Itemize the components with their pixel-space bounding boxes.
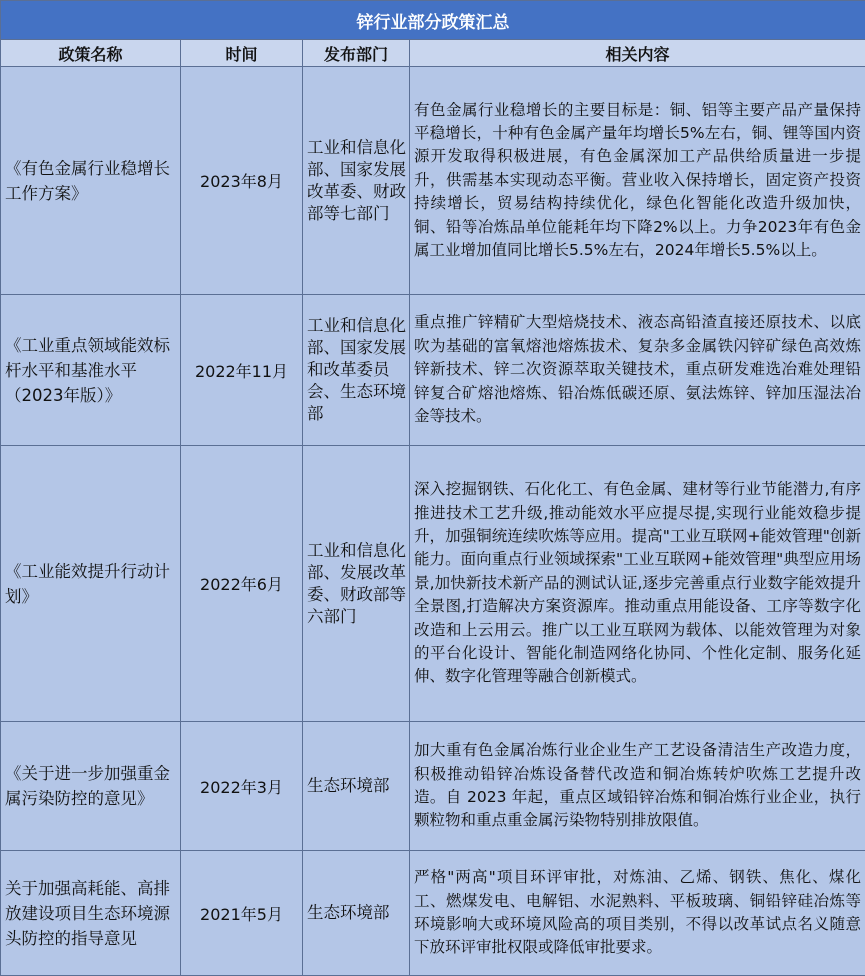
- table-row: [1, 446, 865, 722]
- header-time: 时间: [181, 40, 303, 67]
- policy-time: 2022年3月: [181, 722, 303, 851]
- table-row: [1, 851, 865, 976]
- policy-name: 《关于进一步加强重金属污染防控的意见》: [1, 722, 181, 851]
- policy-name: 《工业能效提升行动计划》: [1, 446, 181, 722]
- table-header-row: [1, 40, 865, 67]
- policy-content: 严格"两高"项目环评审批，对炼油、乙烯、钢铁、焦化、煤化工、燃煤发电、电解铝、水泥熟料、平板玻璃、铜铅锌硅冶炼等环境影响大或环境风险高的项目类别，不得以改革试点名义随意下放环评审批权限或降低审批要求。: [410, 851, 865, 976]
- header-policy-name: 政策名称: [1, 40, 181, 67]
- policy-department: 工业和信息化部、国家发展改革委、财政部等七部门: [303, 67, 410, 295]
- table-title-row: [1, 1, 865, 40]
- policy-time: 2021年5月: [181, 851, 303, 976]
- policy-department: 生态环境部: [303, 851, 410, 976]
- policy-time: 2022年11月: [181, 295, 303, 446]
- policy-time: 2022年6月: [181, 446, 303, 722]
- policy-department: 生态环境部: [303, 722, 410, 851]
- policy-time: 2023年8月: [181, 67, 303, 295]
- header-department: 发布部门: [303, 40, 410, 67]
- table-row: [1, 722, 865, 851]
- policy-content: 深入挖掘钢铁、石化化工、有色金属、建材等行业节能潜力,有序推进技术工艺升级,推动能效水平应提尽提,实现行业能效稳步提升，加强铜统连续吹炼等应用。提高"工业互联网+能效管理"创新能力。面向重点行业领域探索"工业互联网+能效管理"典型应用场景,加快新技术新产品的测试认证,逐步完善重点行业数字能效提升全景图,打造解决方案资源库。推动重点用能设备、工序等数字化改造和上云用云。推广以工业互联网为载体、以能效管理为对象的平台化设计、智能化制造网络化协同、个性化定制、服务化延伸、数字化管理等融合创新模式。: [410, 446, 865, 722]
- table-row: [1, 295, 865, 446]
- policy-content: 加大重有色金属冶炼行业企业生产工艺设备清洁生产改造力度，积极推动铅锌冶炼设备替代改造和铜冶炼转炉吹炼工艺提升改造。自 2023 年起，重点区域铅锌冶炼和铜冶炼行业企业，执行颗粒物和重点重金属污染物特别排放限值。: [410, 722, 865, 851]
- table-row: [1, 67, 865, 295]
- policy-department: 工业和信息化部、国家发展和改革委员会、生态环境部: [303, 295, 410, 446]
- policy-department: 工业和信息化部、发展改革委、财政部等六部门: [303, 446, 410, 722]
- table-title: 锌行业部分政策汇总: [1, 1, 865, 40]
- policy-name: 关于加强高耗能、高排放建设项目生态环境源头防控的指导意见: [1, 851, 181, 976]
- policy-name: 《有色金属行业稳增长工作方案》: [1, 67, 181, 295]
- header-content: 相关内容: [410, 40, 865, 67]
- policy-name: 《工业重点领域能效标杆水平和基准水平（2023年版）》: [1, 295, 181, 446]
- policy-content: 重点推广锌精矿大型焙烧技术、液态高铅渣直接还原技术、以底吹为基础的富氧熔池熔炼拔术、复杂多金属铁闪锌矿绿色高效炼锌新技术、锌二次资源萃取关键技术，重点研发难选冶难处理铅锌复合矿熔池熔炼、铅冶炼低碳还原、氨法炼锌、锌加压湿法冶金等技术。: [410, 295, 865, 446]
- policy-content: 有色金属行业稳增长的主要目标是：铜、铝等主要产品产量保持平稳增长，十种有色金属产量年均增长5%左右，铜、锂等国内资源开发取得积极进展，有色金属深加工产品供给质量进一步提升，供需基本实现动态平衡。营业收入保持增长，固定资产投资持续增长，贸易结构持续优化，绿色化智能化改造升级加快，铜、铅等冶炼品单位能耗年均下降2%以上。力争2023年有色金属工业增加值同比增长5.5%左右，2024年增长5.5%以上。: [410, 67, 865, 295]
